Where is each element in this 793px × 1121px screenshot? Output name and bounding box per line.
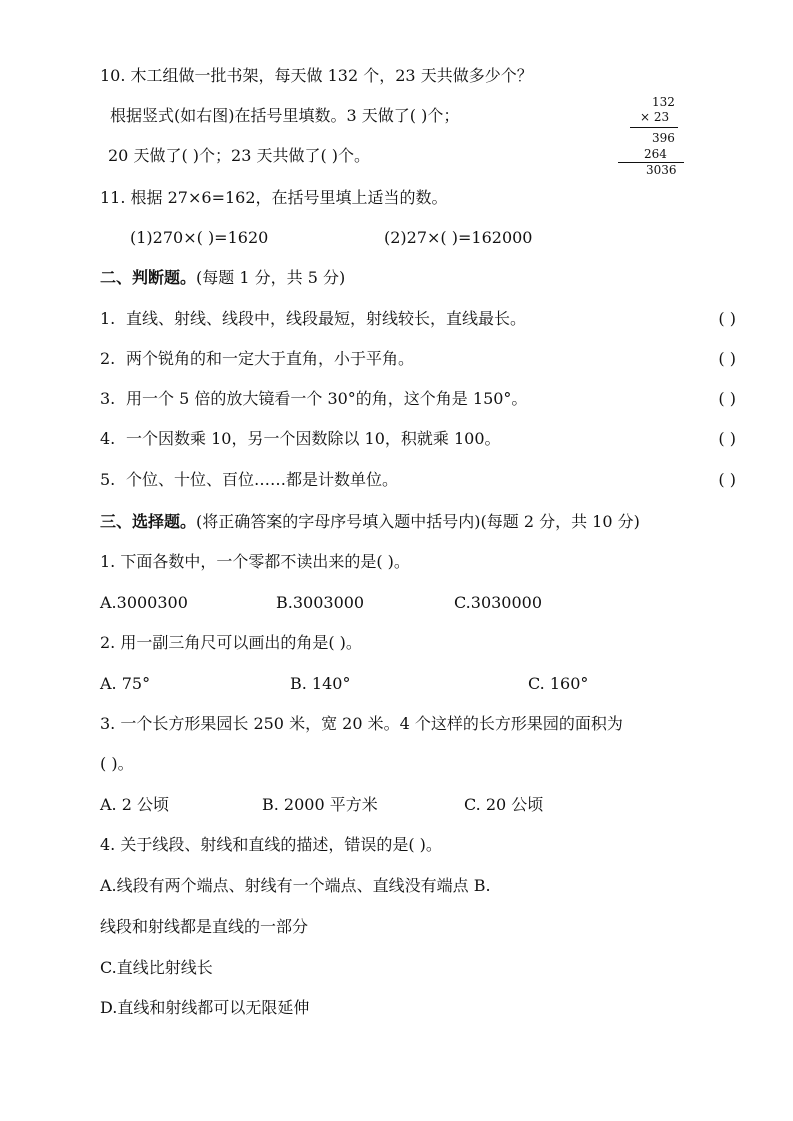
s2-item-text: 用一个 5 倍的放大镜看一个 30°的角，这个角是 150°。 — [126, 389, 528, 408]
s2-item-2: 2. 两个锐角的和一定大于直角，小于平角。 — [100, 349, 415, 368]
s2-answer-paren-4[interactable]: ( ) — [718, 429, 736, 448]
s3-q1-option-b[interactable]: B.3003000 — [276, 593, 365, 612]
s3-q2-option-b[interactable]: B. 140° — [290, 674, 351, 693]
s2-item-5: 5. 个位、十位、百位……都是计数单位。 — [100, 470, 399, 489]
section2-title — [100, 268, 345, 288]
s3-q4-option-c[interactable]: C.直线比射线长 — [100, 958, 213, 977]
q11-b: (2)27×( )=162000 — [384, 228, 533, 247]
vm-rule-1 — [630, 127, 678, 128]
section2-note: (每题 1 分，共 5 分) — [196, 268, 346, 287]
s2-answer-paren-5[interactable]: ( ) — [718, 470, 736, 489]
section3-note: (将正确答案的字母序号填入题中括号内)(每题 2 分，共 10 分) — [196, 512, 640, 531]
s2-item-3: 3. 用一个 5 倍的放大镜看一个 30°的角，这个角是 150°。 — [100, 389, 528, 408]
s3-q4-option-d[interactable]: D.直线和射线都可以无限延伸 — [100, 998, 310, 1017]
s2-answer-paren-3[interactable]: ( ) — [718, 389, 736, 408]
s3-q3-paren: ( )。 — [100, 754, 134, 773]
vm-result: 3036 — [646, 163, 677, 177]
s3-q3: 3. 一个长方形果园长 250 米，宽 20 米。4 个这样的长方形果园的面积为 — [100, 714, 623, 733]
s3-q3-option-c[interactable]: C. 20 公顷 — [464, 795, 544, 814]
s3-q3-option-a[interactable]: A. 2 公顷 — [100, 795, 169, 814]
s2-item-4: 4. 一个因数乘 10，另一个因数除以 10，积就乘 100。 — [100, 429, 501, 448]
vm-p1: 396 — [652, 131, 675, 145]
section3-heading: 三、选择题。 — [100, 512, 197, 531]
s3-q2-option-c[interactable]: C. 160° — [528, 674, 589, 693]
s3-q4: 4. 关于线段、射线和直线的描述，错误的是( )。 — [100, 835, 442, 854]
q11-title: 11. 根据 27×6=162，在括号里填上适当的数。 — [100, 188, 448, 207]
q10-line1: 根据竖式(如右图)在括号里填数。3 天做了( )个； — [110, 106, 460, 125]
s3-q2: 2. 用一副三角尺可以画出的角是( )。 — [100, 633, 362, 652]
s2-answer-paren-1[interactable]: ( ) — [718, 309, 736, 328]
s2-item-text: 直线、射线、线段中，线段最短，射线较长，直线最长。 — [126, 309, 527, 328]
s3-q2-option-a[interactable]: A. 75° — [100, 674, 151, 693]
vm-mult: × 23 — [640, 110, 670, 124]
s2-item-text: 个位、十位、百位……都是计数单位。 — [126, 470, 399, 489]
q10-line2: 20 天做了( )个；23 天共做了( )个。 — [108, 146, 371, 165]
vm-top: 132 — [652, 95, 675, 109]
section3-title — [100, 512, 640, 532]
vm-p2: 264 — [644, 147, 667, 161]
s2-answer-paren-2[interactable]: ( ) — [718, 349, 736, 368]
s3-q1-option-a[interactable]: A.3000300 — [100, 593, 188, 612]
s3-q1: 1. 下面各数中，一个零都不读出来的是( )。 — [100, 552, 410, 571]
q11-a: (1)270×( )=1620 — [130, 228, 269, 247]
q10-title: 10. 木工组做一批书架，每天做 132 个，23 天共做多少个？ — [100, 66, 533, 85]
s2-item-text: 两个锐角的和一定大于直角，小于平角。 — [126, 349, 415, 368]
s3-q1-option-c[interactable]: C.3030000 — [454, 593, 543, 612]
s3-q3-option-b[interactable]: B. 2000 平方米 — [262, 795, 378, 814]
s2-item-1: 1. 直线、射线、线段中，线段最短，射线较长，直线最长。 — [100, 309, 527, 328]
section2-heading: 二、判断题。 — [100, 268, 197, 287]
s3-q4-option-a[interactable]: A.线段有两个端点、射线有一个端点、直线没有端点 B. — [100, 876, 491, 895]
s2-item-text: 一个因数乘 10，另一个因数除以 10，积就乘 100。 — [126, 429, 501, 448]
s3-q4-option-b[interactable]: 线段和射线都是直线的一部分 — [100, 917, 309, 936]
